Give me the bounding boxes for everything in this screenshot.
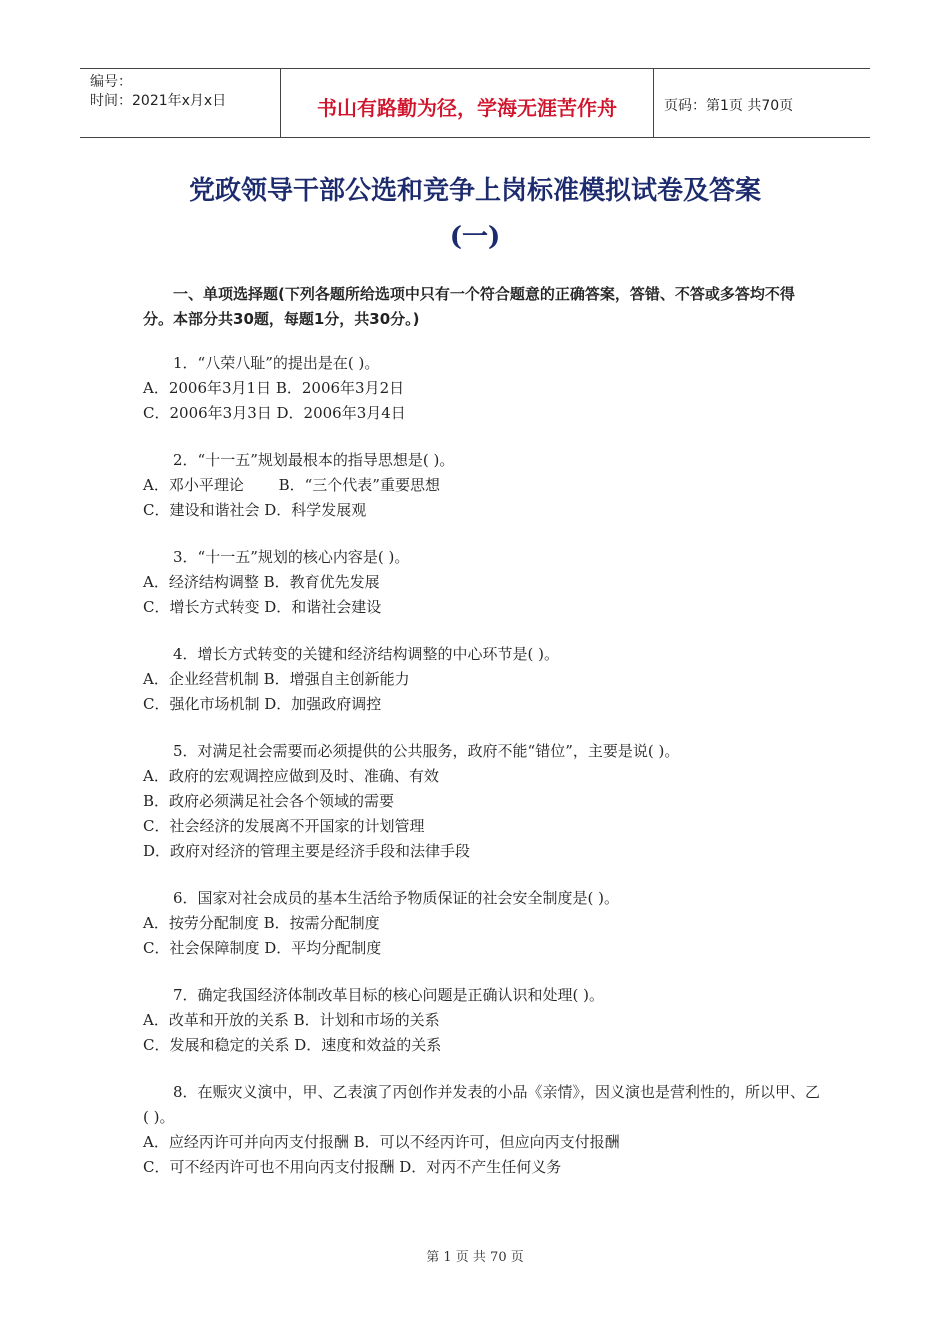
number-label: 编号： <box>90 74 132 90</box>
section-heading: 一、单项选择题(下列各题所给选项中只有一个符合题意的正确答案，答错、不答或多答均不得分。本部分共30题，每题1分，共30分。) <box>143 285 795 328</box>
question-option: C．发展和稳定的关系 D．速度和效益的关系 <box>143 1036 442 1054</box>
page-footer: 第 1 页 共 70 页 <box>426 1250 524 1265</box>
question-option: A．2006年3月1日 B．2006年3月2日 <box>143 379 405 397</box>
question-1 <box>143 351 823 426</box>
question-option: C．2006年3月3日 D．2006年3月4日 <box>143 404 406 422</box>
title-line-2: (一) <box>449 222 501 252</box>
question-stem: 1．“八荣八耻”的提出是在( )。 <box>173 354 380 372</box>
question-stem: 3．“十一五”规划的核心内容是( )。 <box>173 548 410 566</box>
question-option: B．政府必须满足社会各个领域的需要 <box>143 792 395 810</box>
question-5 <box>143 739 823 864</box>
question-option: A．按劳分配制度 B．按需分配制度 <box>143 914 380 932</box>
question-stem: 2．“十一五”规划最根本的指导思想是( )。 <box>173 451 455 469</box>
question-stem: 5．对满足社会需要而必须提供的公共服务，政府不能“错位”，主要是说( )。 <box>173 742 680 760</box>
page-header <box>80 68 870 138</box>
question-stem: 6．国家对社会成员的基本生活给予物质保证的社会安全制度是( )。 <box>173 889 620 907</box>
question-stem: 4．增长方式转变的关键和经济结构调整的中心环节是( )。 <box>173 645 560 663</box>
question-option: D．政府对经济的管理主要是经济手段和法律手段 <box>143 842 471 860</box>
question-option: A．改革和开放的关系 B．计划和市场的关系 <box>143 1011 440 1029</box>
question-option: C．社会保障制度 D．平均分配制度 <box>143 939 382 957</box>
question-6 <box>143 886 823 961</box>
question-option: A．政府的宏观调控应做到及时、准确、有效 <box>143 767 439 785</box>
title-line-1: 党政领导干部公选和竞争上岗标准模拟试卷及答案 <box>188 176 761 206</box>
document-title <box>80 168 870 260</box>
question-option: A．企业经营机制 B．增强自主创新能力 <box>143 670 410 688</box>
question-option: C．可不经丙许可也不用向丙支付报酬 D．对丙不产生任何义务 <box>143 1158 562 1176</box>
question-stem: 8．在赈灾义演中，甲、乙表演了丙创作并发表的小品《亲情》，因义演也是营利性的，所以甲、乙( )。 <box>143 1083 821 1126</box>
question-3 <box>143 545 823 620</box>
question-8 <box>143 1080 823 1180</box>
question-7 <box>143 983 823 1058</box>
question-4 <box>143 642 823 717</box>
question-list <box>143 351 823 1202</box>
question-option: C．建设和谐社会 D．科学发展观 <box>143 501 367 519</box>
header-meta <box>80 69 281 137</box>
question-option: A．经济结构调整 B．教育优先发展 <box>143 573 380 591</box>
header-page-info: 页码：第1页 共70页 <box>664 98 794 114</box>
question-option: C．增长方式转变 D．和谐社会建设 <box>143 598 382 616</box>
header-motto: 书山有路勤为径，学海无涯苦作舟 <box>281 69 654 137</box>
question-2 <box>143 448 823 523</box>
question-option: C．强化市场机制 D．加强政府调控 <box>143 695 382 713</box>
question-stem: 7．确定我国经济体制改革目标的核心问题是正确认识和处理( )。 <box>173 986 605 1004</box>
question-option: C．社会经济的发展离不开国家的计划管理 <box>143 817 425 835</box>
time-label: 时间：2021年x月x日 <box>90 93 227 109</box>
question-option: A．应经丙许可并向丙支付报酬 B．可以不经丙许可，但应向丙支付报酬 <box>143 1133 620 1151</box>
question-option: A．邓小平理论 B．“三个代表”重要思想 <box>143 476 440 494</box>
